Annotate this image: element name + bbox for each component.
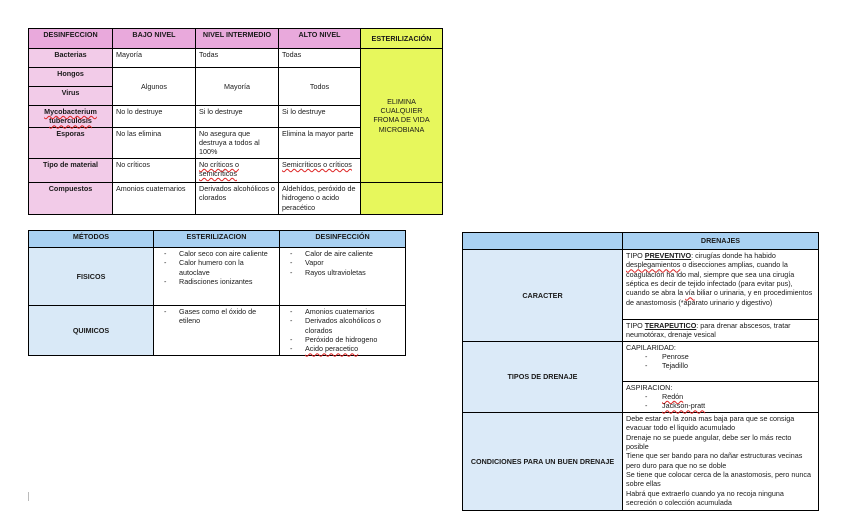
- condicion-line: Se tiene que colocar cerca de la anastomosis, pero nunca sobre ellas: [626, 469, 811, 489]
- cell-tipo-preventivo: [623, 250, 819, 320]
- header-desinfeccion-methods: DESINFECCIÓN: [280, 231, 406, 248]
- cell-esporas-alto: Elimina la mayor parte: [279, 127, 361, 158]
- page-edge-mark: [28, 492, 29, 501]
- header-blank: [463, 233, 623, 250]
- ter-text: : para drenar abscesos, tratar neumotórax, drenaje vesical: [626, 321, 791, 340]
- list-item: - Calor seco con aire caliente: [179, 249, 276, 258]
- header-metodos: MÉTODOS: [29, 231, 154, 248]
- row-label-bacterias: Bacterias: [29, 49, 113, 68]
- header-esterilizacion: ESTERILIZACIÓN: [361, 29, 443, 49]
- prev-text-c: biliar o urinaria, y en procedimientos de anastomosis (*aparato urinario y digestivo): [626, 288, 813, 307]
- prev-keyword: PREVENTIVO: [644, 251, 692, 260]
- cell-condiciones: [623, 412, 819, 510]
- ter-prefix: TIPO: [626, 321, 645, 330]
- cell-esporas-inter: No asegura que destruya a todos al 100%: [196, 127, 279, 158]
- cell-myco-alto: Si lo destruye: [279, 106, 361, 128]
- row-label-fisicos: FISICOS: [29, 248, 154, 306]
- cell-bacterias-inter: Todas: [196, 49, 279, 68]
- cell-tipo-inter: [196, 158, 279, 182]
- header-alto-nivel: ALTO NIVEL: [279, 29, 361, 49]
- prev-text-sq: desplegamientos: [626, 260, 681, 270]
- header-drenajes: DRENAJES: [623, 233, 819, 250]
- aspiracion-title: ASPIRACION:: [626, 382, 673, 392]
- cell-aspiracion: [623, 381, 819, 412]
- cell-quimicos-desinf: [280, 306, 406, 356]
- row-label-virus: Virus: [29, 87, 113, 106]
- methods-table: [28, 230, 406, 356]
- cell-bacterias-alto: Todas: [279, 49, 361, 68]
- condicion-line: Drenaje no se puede angular, debe ser lo más recto posible: [626, 432, 792, 451]
- cell-tipo-alto-text: Semicríticos o críticos: [282, 159, 352, 169]
- cell-fisicos-desinf: [280, 248, 406, 306]
- list-item-text: Acido peracetico: [305, 344, 359, 354]
- condicion-line: Debe estar en la zona mas baja para que se consiga evacuar todo el liquido acumulado: [626, 413, 795, 433]
- list-item: - Gases como el óxido de etileno: [179, 307, 276, 326]
- list-item: [305, 344, 402, 353]
- list-item: - Derivados alcohólicos o clorados: [305, 316, 402, 335]
- capilaridad-title: CAPILARIDAD:: [626, 342, 676, 352]
- list-item: - Peróxido de hidrogeno: [305, 335, 402, 344]
- row-label-mycobacterium-text: Mycobacterium tuberculosis: [44, 107, 97, 126]
- cell-esterilizacion: ELIMINA CUALQUIER FROMA DE VIDA MICROBIANA: [361, 49, 443, 183]
- prev-prefix: TIPO: [626, 251, 645, 260]
- row-label-esporas: Esporas: [29, 127, 113, 158]
- list-item: - Calor humero con la autoclave: [179, 258, 276, 277]
- cell-capilaridad: [623, 341, 819, 381]
- list-item: - Radisciones ionizantes: [179, 277, 276, 286]
- row-label-hongos: Hongos: [29, 68, 113, 87]
- drainage-table: [462, 232, 819, 511]
- row-label-tipo-material: Tipo de material: [29, 158, 113, 182]
- list-item: - Tejadillo: [662, 361, 815, 370]
- header-bajo-nivel: BAJO NIVEL: [113, 29, 196, 49]
- list-item: - Calor de aire caliente: [305, 249, 402, 258]
- cell-tipo-bajo: No críticos: [113, 158, 196, 182]
- row-label-compuestos: Compuestos: [29, 182, 113, 214]
- prev-text-sq2: vía: [685, 288, 695, 298]
- cell-tipo-terapeutico: [623, 320, 819, 342]
- cell-tipo-alto: [279, 158, 361, 182]
- cell-tipo-inter-text: No críticos o semicríticos: [199, 159, 239, 179]
- header-esterilizacion-methods: ESTERILIZACION: [154, 231, 280, 248]
- condicion-line: Tiene que ser bando para no dañar estructuras vecinas pero duro para que no se doble: [626, 451, 803, 470]
- ter-keyword: TERAPEUTICO: [644, 321, 697, 330]
- list-item: [662, 401, 815, 410]
- list-item: - Vapor: [305, 258, 402, 267]
- row-label-mycobacterium: [29, 106, 113, 128]
- cell-compuestos-bajo: Amonios cuaternarios: [113, 182, 196, 214]
- condicion-line: Habrá que extraerlo cuando ya no recoja ninguna secreción o colección acumulada: [626, 488, 784, 508]
- cell-quimicos-ester: [154, 306, 280, 356]
- row-label-condiciones: CONDICIONES PARA UN BUEN DRENAJE: [463, 412, 623, 510]
- list-item: - Amonios cuaternarios: [305, 307, 402, 316]
- prev-text-a: : cirugías donde ha habido: [691, 251, 776, 260]
- header-nivel-intermedio: NIVEL INTERMEDIO: [196, 29, 279, 49]
- list-item-text: Jackson-pratt: [662, 401, 706, 411]
- row-label-tipos-drenaje: TIPOS DE DRENAJE: [463, 341, 623, 412]
- cell-merged-bajo: Algunos: [113, 68, 196, 106]
- list-item: - Penrose: [662, 352, 815, 361]
- list-item: [662, 392, 815, 401]
- cell-esterilizacion-bottom: [361, 182, 443, 214]
- list-item: - Rayos ultravioletas: [305, 268, 402, 277]
- row-label-quimicos: QUIMICOS: [29, 306, 154, 356]
- cell-merged-inter: Mayoría: [196, 68, 279, 106]
- list-item-text: Redón: [662, 392, 684, 402]
- cell-merged-alto: Todos: [279, 68, 361, 106]
- disinfection-levels-table: [28, 28, 443, 215]
- cell-fisicos-ester: [154, 248, 280, 306]
- cell-compuestos-alto: Aldehídos, peróxido de hidrogeno o acido peracético: [279, 182, 361, 214]
- cell-myco-inter: Si lo destruye: [196, 106, 279, 128]
- cell-esporas-bajo: No las elimina: [113, 127, 196, 158]
- header-desinfeccion: DESINFECCION: [29, 29, 113, 49]
- cell-bacterias-bajo: Mayoría: [113, 49, 196, 68]
- prev-text-b: o disecciones amplias, cuando la coagulación ha ido mal, siempre que sea una cirugía séptica es decir de tejido infectado (para evitar pus), cuando se abra la: [626, 260, 795, 298]
- cell-compuestos-inter: Derivados alcohólicos o clorados: [196, 182, 279, 214]
- row-label-caracter: CARACTER: [463, 250, 623, 342]
- cell-myco-bajo: No lo destruye: [113, 106, 196, 128]
